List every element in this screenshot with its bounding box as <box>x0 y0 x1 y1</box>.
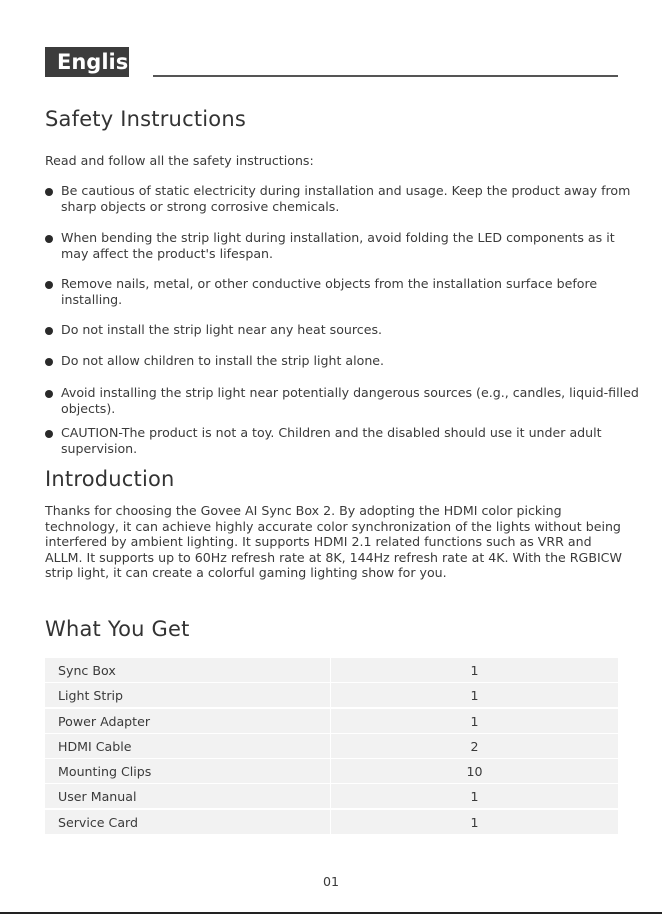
safety-item <box>45 276 641 307</box>
bullet-icon <box>45 281 53 289</box>
bullet-icon <box>45 327 53 335</box>
safety-item <box>45 183 641 214</box>
bullet-icon <box>45 235 53 243</box>
safety-item-text: Do not allow children to install the strip light alone. <box>61 353 385 368</box>
item-quantity: 2 <box>331 734 618 758</box>
what-you-get-title: What You Get <box>45 617 190 641</box>
item-quantity: 1 <box>331 784 618 808</box>
safety-item <box>45 425 641 456</box>
safety-title: Safety Instructions <box>45 107 246 131</box>
safety-item <box>45 353 641 369</box>
safety-item <box>45 230 641 261</box>
bullet-icon <box>45 188 53 196</box>
table-row <box>45 784 618 808</box>
package-contents-table <box>45 658 618 835</box>
table-row <box>45 709 618 733</box>
item-name: Light Strip <box>45 683 330 707</box>
item-name: Sync Box <box>45 658 330 682</box>
table-row <box>45 810 618 834</box>
safety-item-text: CAUTION-The product is not a toy. Children and the disabled should use it under adult supervision. <box>61 425 602 456</box>
table-row <box>45 759 618 783</box>
language-label: English <box>45 47 129 77</box>
safety-item-text: Be cautious of static electricity during installation and usage. Keep the product away from sharp objects or strong corrosive chemicals. <box>61 183 631 214</box>
item-quantity: 1 <box>331 709 618 733</box>
introduction-text: Thanks for choosing the Govee AI Sync Box 2. By adopting the HDMI color picking technology, it can achieve highly accurate color synchronization of the lights without being interfered by ambient lighting. It supports HDMI 2.1 related functions such as VRR and ALLM. It supports up to 60Hz refresh rate at 8K, 144Hz refresh rate at 4K. With the RGBICW strip light, it can create a colorful gaming lighting show for you. <box>45 503 622 581</box>
item-name: Mounting Clips <box>45 759 330 783</box>
bullet-icon <box>45 358 53 366</box>
safety-intro: Read and follow all the safety instructions: <box>45 153 314 168</box>
item-quantity: 1 <box>331 810 618 834</box>
item-name: User Manual <box>45 784 330 808</box>
bullet-icon <box>45 390 53 398</box>
safety-item <box>45 385 641 416</box>
table-row <box>45 658 618 682</box>
item-name: Power Adapter <box>45 709 330 733</box>
item-name: Service Card <box>45 810 330 834</box>
header-divider <box>153 75 618 77</box>
introduction-title: Introduction <box>45 467 175 491</box>
bullet-icon <box>45 430 53 438</box>
page-number: 01 <box>322 874 340 889</box>
safety-item-text: Do not install the strip light near any heat sources. <box>61 322 383 337</box>
safety-item-text: Remove nails, metal, or other conductive objects from the installation surface before installing. <box>61 276 598 307</box>
item-name: HDMI Cable <box>45 734 330 758</box>
item-quantity: 1 <box>331 658 618 682</box>
item-quantity: 1 <box>331 683 618 707</box>
safety-item-text: Avoid installing the strip light near potentially dangerous sources (e.g., candles, liquid-filled objects). <box>61 385 639 416</box>
language-header <box>45 47 618 77</box>
table-row <box>45 734 618 758</box>
table-row <box>45 683 618 707</box>
safety-item-text: When bending the strip light during installation, avoid folding the LED components as it may affect the product's lifespan. <box>61 230 615 261</box>
item-quantity: 10 <box>331 759 618 783</box>
safety-item <box>45 322 641 338</box>
